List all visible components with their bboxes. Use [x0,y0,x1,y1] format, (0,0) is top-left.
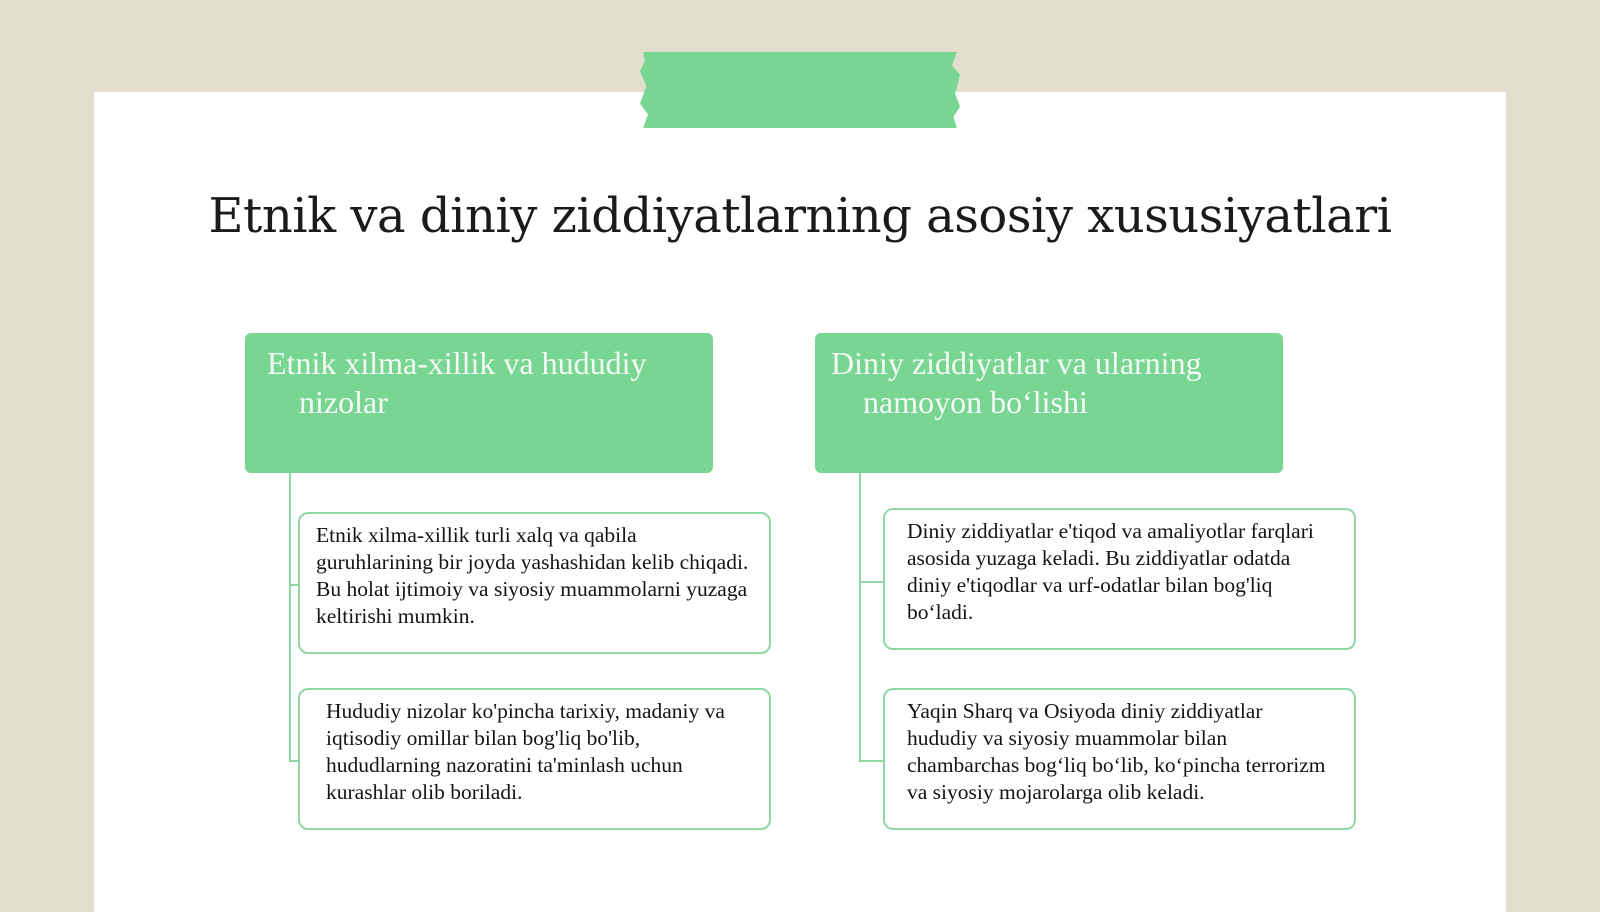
box-ethnic-diversity-text: Etnik xilma-xillik turli xalq va qabila guruhlarining bir joyda yashashidan kelib chiqadi. Bu holat ijtimoiy va siyosiy muammolarni yuzaga keltirishi mumkin. [316,523,749,628]
connector-trunk-left [289,473,291,761]
header-ethnic-line1: Etnik xilma-xillik va hududiy [267,345,647,381]
box-religious-conflicts-text: Diniy ziddiyatlar e'tiqod va amaliyotlar farqlari asosida yuzaga keladi. Bu ziddiyatlar odatda diniy e'tiqodlar va urf-odatlar bilan bog'liq bo‘ladi. [907,519,1314,624]
header-religious-line1: Diniy ziddiyatlar va ularning [831,345,1202,381]
box-middle-east-asia-text: Yaqin Sharq va Osiyoda diniy ziddiyatlar hududiy va siyosiy muammolar bilan chambarchas bog‘liq bo‘lib, ko‘pincha terrorizm va siyosiy mojarolarga olib keladi. [907,699,1326,804]
box-religious-conflicts [883,508,1356,650]
box-territorial-disputes-text: Hududiy nizolar ko'pincha tarixiy, madaniy va iqtisodiy omillar bilan bog'liq bo'lib, hududlarning nazoratini ta'minlash uchun kurashlar olib boriladi. [326,699,725,804]
connector-trunk-right [859,473,861,761]
slide-title: Etnik va diniy ziddiyatlarning asosiy xususiyatlari [208,188,1392,244]
header-religious-conflicts [815,333,1283,473]
connector-branch-right-2 [859,760,884,762]
box-ethnic-diversity [298,512,771,654]
tape-decoration [640,52,960,128]
header-ethnic-line2: nizolar [299,384,388,420]
header-religious-line2: namoyon bo‘lishi [863,384,1088,420]
header-ethnic-diversity [245,333,713,473]
box-territorial-disputes [298,688,771,830]
box-middle-east-asia [883,688,1356,830]
connector-branch-right-1 [859,581,884,583]
